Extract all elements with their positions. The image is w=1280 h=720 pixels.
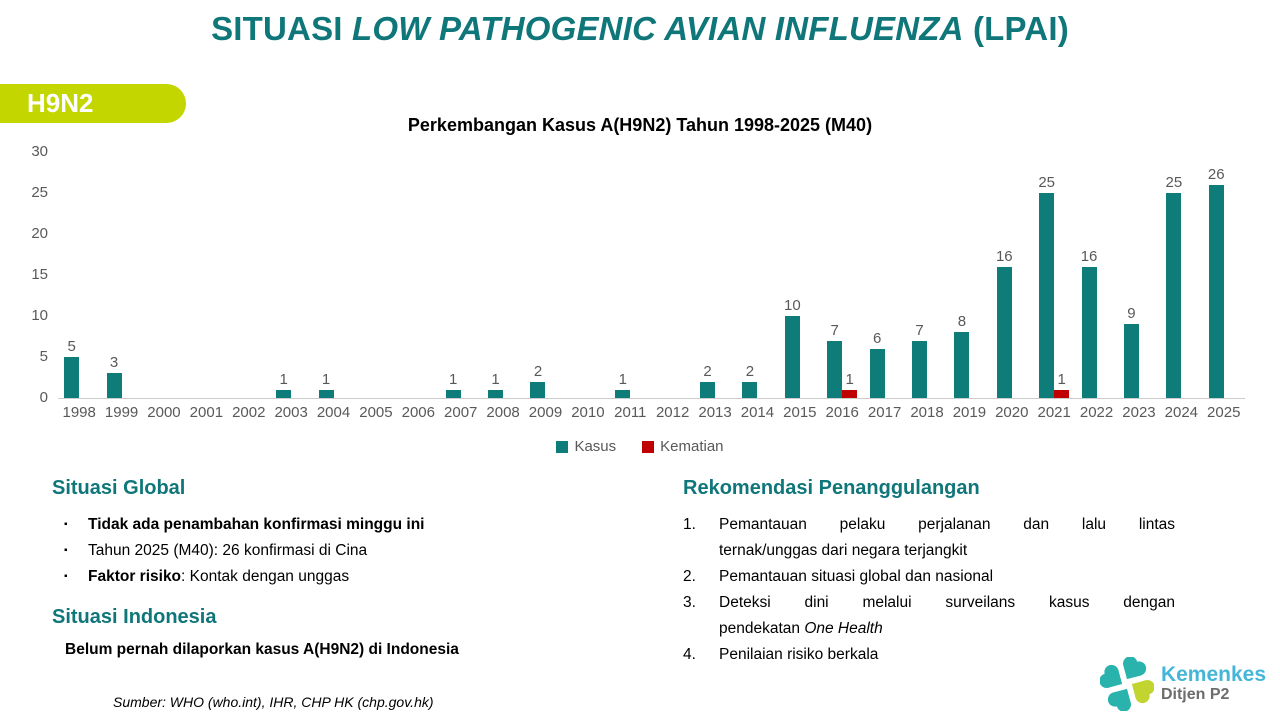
year-label: 2005: [359, 404, 393, 421]
category-2000: [143, 152, 185, 398]
category-2021: [1033, 152, 1075, 398]
chart-title: Perkembangan Kasus A(H9N2) Tahun 1998-2025 (M40): [407, 115, 873, 135]
year-label: 2022: [1079, 404, 1114, 421]
category-2012: [651, 152, 693, 398]
category-2007: [440, 152, 482, 398]
year-label: 2020: [995, 404, 1029, 421]
series-slot: [785, 297, 800, 398]
category-2005: [355, 152, 397, 398]
bar-kasus-2018: [912, 341, 927, 398]
bar-kasus-2023: [1124, 324, 1139, 398]
year-label: 2012: [655, 404, 690, 421]
value-label: 1: [845, 370, 854, 388]
category-2019: [948, 152, 990, 398]
bar-kasus-2025: [1209, 185, 1224, 398]
bar-kasus-2020: [997, 267, 1012, 398]
ytick-label: 10: [31, 307, 48, 324]
bullet-marker: ▪: [64, 545, 68, 556]
year-label: 1998: [62, 404, 96, 421]
logo-subtitle: Ditjen P2: [1160, 686, 1230, 703]
year-label: 2019: [952, 404, 987, 421]
series-slot: [997, 248, 1012, 398]
series-slot: [1039, 174, 1054, 398]
list-item-text: Deteksi dini melalui surveilans kasus dengan pendekatan One Health: [719, 594, 1175, 637]
ytick-label: 5: [39, 348, 48, 365]
series-slot: [827, 322, 842, 398]
year-label: 2010: [571, 404, 605, 421]
category-2006: [397, 152, 439, 398]
rekomendasi-heading: Rekomendasi Penanggulangan: [683, 477, 980, 499]
category-2022: [1075, 152, 1117, 398]
bullet-marker: ▪: [64, 519, 68, 530]
series-slot: [1124, 305, 1139, 398]
year-label: 2018: [910, 404, 944, 421]
ytick-label: 0: [39, 389, 48, 406]
category-2002: [228, 152, 270, 398]
bullet-marker: ▪: [64, 571, 68, 582]
bar-kasus-2017: [870, 349, 885, 398]
bar-kasus-2022: [1082, 267, 1097, 398]
category-1999: [100, 152, 142, 398]
category-2018: [906, 152, 948, 398]
kemenkes-logo-icon: [1100, 657, 1154, 711]
bar-kasus-2007: [446, 390, 461, 398]
year-label: 2004: [316, 404, 351, 421]
series-slot: [276, 371, 291, 398]
title-italic: LOW PATHOGENIC AVIAN INFLUENZA: [352, 10, 964, 47]
legend-label: Kematian: [660, 438, 724, 455]
series-slot: [954, 313, 969, 398]
bar-kasus-2013: [700, 382, 715, 398]
situasi-indonesia-text: Belum pernah dilaporkan kasus A(H9N2) di Indonesia: [65, 641, 459, 658]
page-title: [0, 10, 1280, 48]
category-2016: [821, 152, 863, 398]
bar-kasus-2016: [827, 341, 842, 398]
bar-kematian-2016: [842, 390, 857, 398]
situasi-indonesia-heading: Situasi Indonesia: [52, 606, 217, 628]
bar-kasus-2008: [488, 390, 503, 398]
series-slot: [488, 371, 503, 398]
value-label: 2: [533, 362, 543, 380]
year-label: 2014: [740, 404, 775, 421]
category-2020: [991, 152, 1033, 398]
value-label: 1: [618, 370, 627, 388]
value-label: 1: [491, 370, 500, 388]
year-label: 2008: [486, 404, 520, 421]
chart-plot-area: [58, 152, 1245, 399]
value-label: 8: [957, 313, 967, 331]
bar-kasus-2024: [1166, 193, 1181, 398]
series-slot: [446, 371, 461, 398]
value-label: 1: [279, 370, 288, 388]
series-slot: [842, 371, 857, 398]
value-label: 1: [1057, 370, 1066, 388]
series-slot: [700, 363, 715, 398]
year-label: 2015: [783, 404, 817, 421]
legend-label: Kasus: [574, 438, 617, 455]
year-label: 2001: [189, 404, 224, 421]
situasi-global-heading: Situasi Global: [52, 477, 186, 499]
category-2017: [863, 152, 905, 398]
series-slot: [1082, 248, 1097, 398]
year-label: 2024: [1164, 404, 1199, 421]
value-label: 16: [995, 247, 1013, 265]
source-note: Sumber: WHO (who.int), IHR, CHP HK (chp.gov.hk): [113, 694, 434, 710]
bar-kasus-1999: [107, 373, 122, 398]
year-label: 2006: [401, 404, 435, 421]
year-label: 2007: [444, 404, 478, 421]
year-label: 2000: [147, 404, 181, 421]
value-label: 2: [703, 362, 712, 380]
bar-kasus-2011: [615, 390, 630, 398]
value-label: 2: [745, 362, 755, 380]
value-label: 26: [1207, 165, 1225, 183]
category-2014: [736, 152, 778, 398]
h9n2-badge: H9N2: [0, 84, 186, 123]
logo-text: [1161, 664, 1266, 704]
series-slot: [1054, 371, 1069, 398]
category-2004: [312, 152, 354, 398]
series-slot: [912, 322, 927, 398]
bullet-item: [52, 512, 652, 538]
series-slot: [1209, 166, 1224, 398]
year-label: 2002: [232, 404, 266, 421]
value-label: 16: [1080, 247, 1098, 265]
value-label: 7: [830, 321, 839, 339]
value-label: 9: [1127, 305, 1136, 323]
situasi-global-list: [52, 512, 652, 590]
category-2003: [270, 152, 312, 398]
category-2010: [567, 152, 609, 398]
ytick-label: 15: [31, 266, 48, 283]
series-slot: [530, 363, 545, 398]
category-2024: [1160, 152, 1202, 398]
bullet-bold-text: Tidak ada penambahan konfirmasi minggu ini: [88, 516, 425, 533]
x-axis: [58, 404, 1245, 421]
value-label: 6: [872, 329, 882, 347]
series-slot: [870, 330, 885, 398]
bar-kasus-2009: [530, 382, 545, 398]
bar-kasus-2014: [742, 382, 757, 398]
value-label: 7: [915, 321, 924, 339]
list-item-text: Pemantauan situasi global dan nasional: [719, 568, 994, 585]
value-label: 10: [783, 297, 801, 314]
year-label: 2013: [698, 404, 732, 421]
bar-kasus-2019: [954, 332, 969, 398]
series-slot: [319, 371, 334, 398]
bar-kasus-2004: [319, 390, 334, 398]
legend-item: [642, 438, 723, 455]
value-label: 5: [67, 338, 76, 355]
value-label: 25: [1038, 174, 1056, 191]
list-number: 1.: [683, 516, 696, 533]
value-label: 1: [321, 370, 331, 388]
category-2011: [609, 152, 651, 398]
year-label: 1999: [104, 404, 139, 421]
value-label: 1: [449, 370, 458, 388]
series-slot: [64, 338, 79, 398]
year-label: 2016: [825, 404, 859, 421]
ytick-label: 30: [31, 143, 48, 160]
title-prefix: SITUASI: [211, 10, 353, 47]
bullet-item: [52, 538, 652, 564]
ytick-label: 25: [31, 184, 48, 201]
kemenkes-logo: [1100, 657, 1266, 711]
bullet-text: : Kontak dengan unggas: [181, 568, 350, 585]
category-2009: [524, 152, 566, 398]
legend-swatch: [642, 441, 654, 453]
bullet-item: [52, 564, 652, 590]
list-number: 2.: [683, 568, 696, 585]
list-number: 3.: [683, 594, 696, 611]
series-slot: [1166, 174, 1181, 398]
year-label: 2009: [528, 404, 563, 421]
rekomendasi-section: [683, 477, 1175, 668]
bar-kasus-2015: [785, 316, 800, 398]
legend-swatch: [556, 441, 568, 453]
chart-legend: [0, 438, 1280, 455]
category-1998: [58, 152, 100, 398]
bar-kematian-2021: [1054, 390, 1069, 398]
legend-item: [556, 438, 616, 455]
bar-kasus-2021: [1039, 193, 1054, 398]
series-slot: [742, 363, 757, 398]
category-2001: [185, 152, 227, 398]
bullet-bold-text: Faktor risiko: [88, 568, 182, 585]
category-2008: [482, 152, 524, 398]
list-number: 4.: [683, 646, 696, 663]
bar-kasus-2003: [276, 390, 291, 398]
rekomendasi-list: [683, 512, 1175, 668]
list-item-text: Pemantauan pelaku perjalanan dan lalu lintas ternak/unggas dari negara terjangkit: [719, 516, 1175, 559]
bullet-text: Tahun 2025 (M40): 26 konfirmasi di Cina: [88, 542, 368, 559]
value-label: 25: [1165, 174, 1183, 191]
category-2023: [1118, 152, 1160, 398]
year-label: 2017: [867, 404, 902, 421]
series-slot: [615, 371, 630, 398]
category-2015: [779, 152, 821, 398]
series-slot: [107, 354, 122, 398]
bar-series: [58, 152, 1245, 398]
ytick-label: 20: [31, 225, 48, 242]
title-suffix: (LPAI): [963, 10, 1069, 47]
category-2013: [694, 152, 736, 398]
year-label: 2003: [274, 404, 308, 421]
year-label: 2023: [1122, 404, 1156, 421]
category-2025: [1203, 152, 1245, 398]
bar-kasus-1998: [64, 357, 79, 398]
list-item-text: Penilaian risiko berkala: [719, 646, 879, 663]
year-label: 2011: [614, 404, 647, 421]
logo-name: Kemenkes: [1160, 663, 1266, 686]
value-label: 3: [109, 354, 119, 372]
situasi-global-section: [52, 477, 652, 659]
year-label: 2021: [1037, 404, 1071, 421]
year-label: 2025: [1207, 404, 1241, 421]
